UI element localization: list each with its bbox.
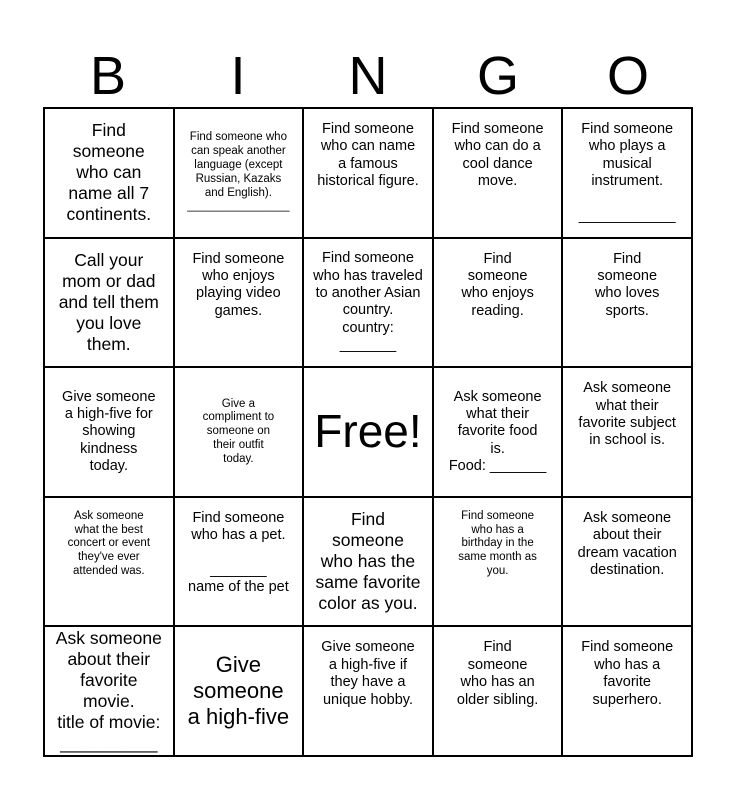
bingo-cell: Ask someone what the best concert or event they've ever attended was. — [44, 497, 174, 627]
bingo-cell: Ask someone what their favorite food is. Food: _______ — [433, 367, 563, 497]
bingo-cell: Ask someone about their dream vacation destination. — [562, 497, 692, 627]
bingo-cell: Find someone who enjoys reading. — [433, 238, 563, 368]
bingo-cell: Find someone who can do a cool dance move. — [433, 108, 563, 238]
bingo-cell: Find someone who has an older sibling. — [433, 626, 563, 756]
bingo-cell: Give someone a high-five — [174, 626, 304, 756]
bingo-cell: Find someone who has the same favorite color as you. — [303, 497, 433, 627]
bingo-grid — [43, 107, 693, 757]
header-letter-o: O — [606, 46, 649, 106]
bingo-cell: Ask someone what their favorite subject in school is. — [562, 367, 692, 497]
bingo-cell: Find someone who plays a musical instrument. ____________ — [562, 108, 692, 238]
header-letter-g: G — [476, 46, 519, 106]
bingo-cell: Give a compliment to someone on their outfit today. — [174, 367, 304, 497]
bingo-cell: Find someone who has traveled to another Asian country. country: _______ — [303, 238, 433, 368]
bingo-cell: Find someone who loves sports. — [562, 238, 692, 368]
header-letter-b: B — [89, 46, 127, 106]
bingo-cell: Find someone who can speak another language (except Russian, Kazaks and English). ________________ — [174, 108, 304, 238]
bingo-cell: Find someone who enjoys playing video games. — [174, 238, 304, 368]
bingo-cell: Call your mom or dad and tell them you love them. — [44, 238, 174, 368]
bingo-cell: Find someone who can name all 7 continents. — [44, 108, 174, 238]
bingo-cell: Give someone a high-five if they have a unique hobby. — [303, 626, 433, 756]
bingo-cell: Give someone a high-five for showing kindness today. — [44, 367, 174, 497]
bingo-cell: Find someone who has a birthday in the same month as you. — [433, 497, 563, 627]
bingo-cell: Find someone who can name a famous historical figure. — [303, 108, 433, 238]
header-letter-n: N — [348, 46, 388, 106]
free-space: Free! — [303, 367, 433, 497]
header-letter-i: I — [230, 46, 246, 106]
bingo-cell: Find someone who has a pet. _______ name of the pet — [174, 497, 304, 627]
bingo-cell: Ask someone about their favorite movie. title of movie: __________ — [44, 626, 174, 756]
bingo-cell: Find someone who has a favorite superhero. — [562, 626, 692, 756]
bingo-header — [43, 46, 693, 106]
